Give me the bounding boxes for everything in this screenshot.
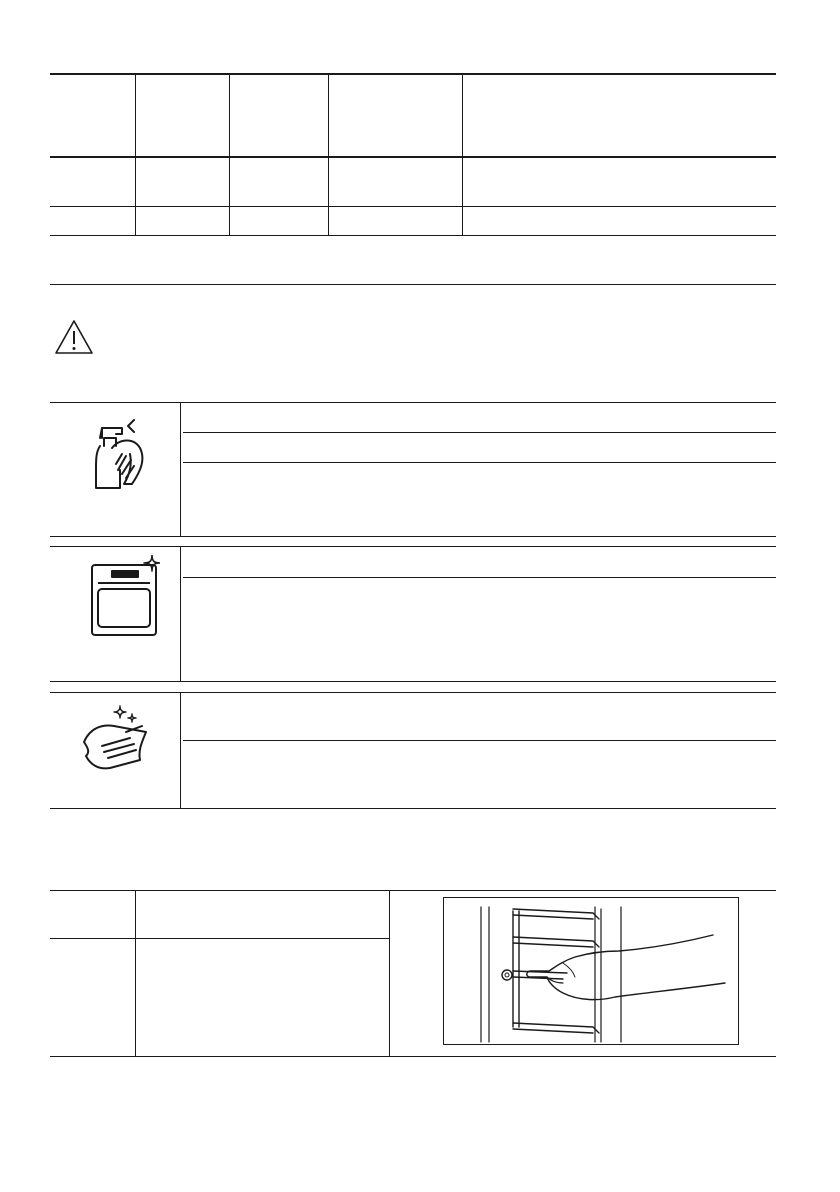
group-row-rule — [183, 462, 776, 463]
top-table-header-rule — [50, 156, 776, 158]
group-row-rule — [183, 740, 776, 741]
group-row-rule — [183, 432, 776, 433]
top-table-bottom-rule — [50, 235, 776, 236]
top-table-col-divider — [135, 74, 136, 235]
group-top-rule — [50, 546, 776, 547]
top-table-col-divider — [229, 74, 230, 235]
bottom-table-col-divider — [389, 890, 390, 1056]
warning-icon — [54, 319, 94, 355]
group-icon-divider — [180, 402, 181, 536]
group-top-rule — [50, 402, 776, 403]
top-table-top-rule — [50, 73, 776, 75]
bottom-table-row-rule — [50, 938, 389, 939]
group-top-rule — [50, 692, 776, 693]
group-icon-divider — [180, 546, 181, 681]
group-row-rule — [183, 577, 776, 578]
bottom-table-bottom-rule — [50, 1056, 776, 1057]
top-table-col-divider — [328, 74, 329, 235]
bottom-table-col-divider — [135, 890, 136, 1056]
group-bottom-rule — [50, 808, 776, 809]
shelf-support-removal-illustration — [443, 897, 739, 1045]
top-table-row-rule — [50, 206, 776, 207]
spray-and-wipe-icon — [88, 408, 152, 492]
bottom-table-top-rule — [50, 890, 776, 891]
section-rule — [50, 284, 776, 285]
cloth-wipe-icon — [80, 702, 154, 772]
group-bottom-rule — [50, 681, 776, 682]
group-icon-divider — [180, 692, 181, 808]
clean-oven-icon — [90, 555, 160, 637]
group-bottom-rule — [50, 536, 776, 537]
top-table-col-divider — [462, 74, 463, 235]
